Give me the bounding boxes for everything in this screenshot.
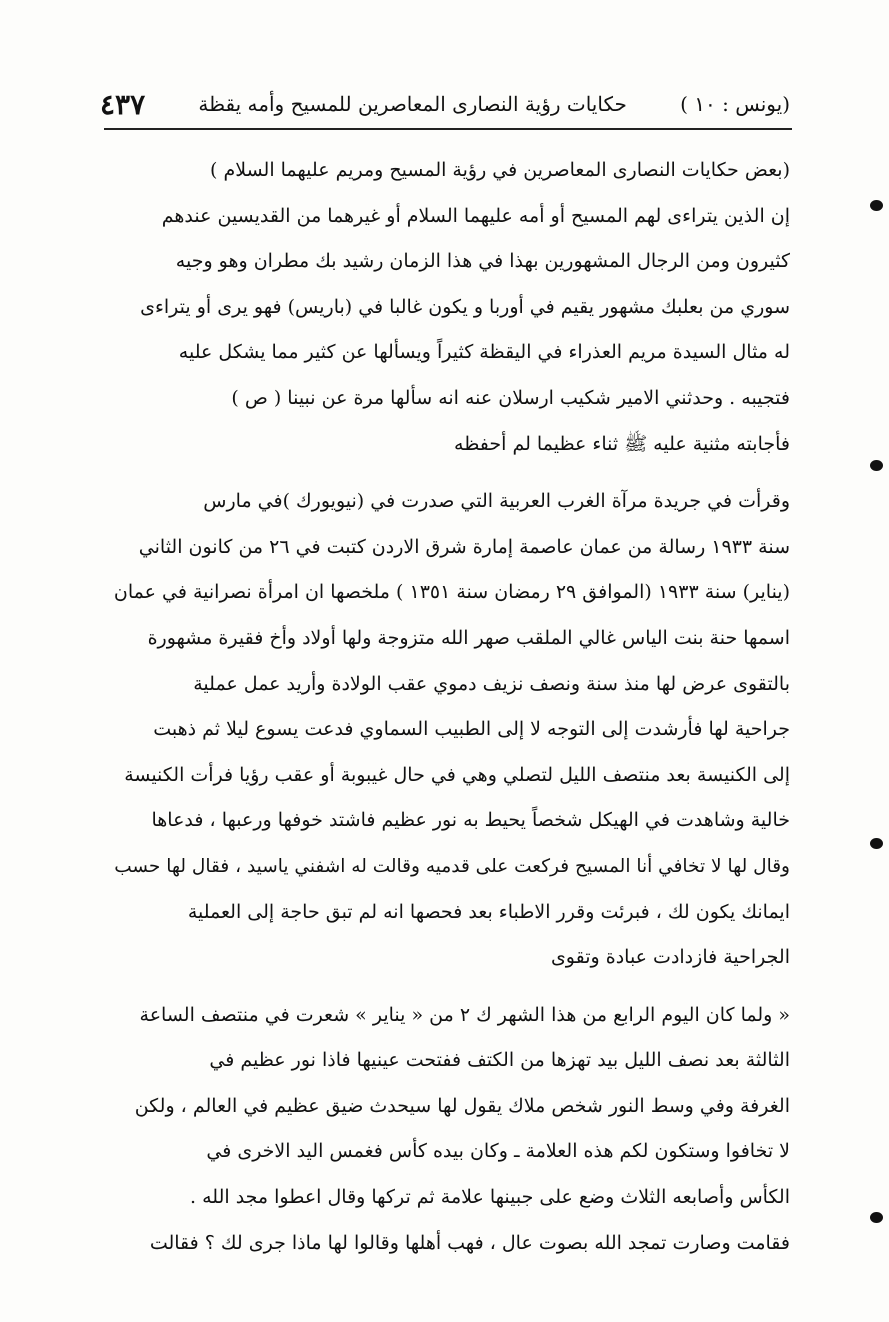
binding-hole-mark [870,460,883,471]
text-line: كثيرون ومن الرجال المشهورين بهذا في هذا الزمان رشيد بك مطران وهو وجيه [175,250,790,273]
text-line: ايمانك يكون لك ، فبرئت وقرر الاطباء بعد فحصها انه لم تبق حاجة إلى العملية [187,900,790,923]
text-line: خالية وشاهدت في الهيكل شخصاً يحيط به نور عظيم فاشتد خوفها ورعبها ، فدعاها [151,809,790,832]
body-text [112,148,790,1266]
page-header [100,84,790,124]
text-line: جراحية لها فأرشدت إلى التوجه لا إلى الطبيب السماوي فدعت يسوع ليلا ثم ذهبت [153,718,790,741]
paragraph-3 [112,993,790,1267]
text-line: اسمها حنة بنت الياس غالي الملقب صهر الله متزوجة ولها أولاد وأخ فقيرة مشهورة [147,626,790,649]
text-line: وقرأت في جريدة مرآة الغرب العربية التي صدرت في (نيويورك )في مارس [203,490,790,513]
text-line: لا تخافوا وستكون لكم هذه العلامة ـ وكان بيده كأس فغمس اليد الاخرى في [206,1140,790,1163]
text-line: فتجيبه . وحدثني الامير شكيب ارسلان عنه انه سألها مرة عن نبينا ( ص ) [231,386,790,409]
text-line: « ولما كان اليوم الرابع من هذا الشهر ك ٢ من « يناير » شعرت في منتصف الساعة [139,1003,790,1026]
text-line: (يناير) سنة ١٩٣٣ (الموافق ٢٩ رمضان سنة ١٣٥١ ) ملخصها ان امرأة نصرانية في عمان [113,581,790,604]
binding-hole-mark [870,200,883,211]
text-line: الكأس وأصابعه الثلاث وضع على جبينها علامة ثم تركها وقال اعطوا مجد الله . [190,1186,790,1209]
text-line: فقامت وصارت تمجد الله بصوت عال ، فهب أهلها وقالوا لها ماذا جرى لك ؟ فقالت [149,1231,790,1254]
text-line: إن الذين يتراءى لهم المسيح أو أمه عليهما السلام أو غيرهما من القديسين عندهم [161,204,790,227]
section-title: (بعض حكايات النصارى المعاصرين في رؤية المسيح ومريم عليهما السلام ) [210,159,790,181]
binding-hole-mark [870,838,883,849]
verse-reference: (يونس : ١٠ ) [680,92,790,116]
text-line: سنة ١٩٣٣ رسالة من عمان عاصمة إمارة شرق الاردن كتبت في ٢٦ من كانون الثاني [138,535,790,558]
paragraph-1 [112,194,790,468]
binding-hole-mark [870,1212,883,1223]
text-line: وقال لها لا تخافي أنا المسيح فركعت على قدميه وقالت له اشفني ياسيد ، فقال لها حسب [114,855,790,877]
text-line: بالتقوى عرض لها منذ سنة ونصف نزيف دموي عقب الولادة وأريد عمل عملية [193,672,790,695]
paragraph-gap [112,467,790,479]
text-line: الغرفة وفي وسط النور شخص ملاك يقول لها سيحدث ضيق عظيم في العالم ، ولكن [134,1094,790,1117]
text-line: إلى الكنيسة بعد منتصف الليل لتصلي وهي في حال غيبوبة أو عقب رؤيا فرأت الكنيسة [124,763,790,786]
running-title: حكايات رؤية النصارى المعاصرين للمسيح وأمه يقظة [198,92,627,116]
paragraph-2 [112,479,790,981]
text-line: سوري من بعلبك مشهور يقيم في أوربا و يكون غالبا في (باريس) فهو يرى أو يتراءى [140,295,790,318]
paragraph-gap [112,981,790,993]
page-number: ٤٣٧ [100,87,146,121]
text-line: الجراحية فازدادت عبادة وتقوى [550,946,790,969]
text-line: له مثال السيدة مريم العذراء في اليقظة كثيراً ويسألها عن كثير مما يشكل عليه [178,341,790,364]
text-line: فأجابته مثنية عليه ﷺ ثناء عظيما لم أحفظه [454,432,790,455]
header-rule [104,128,792,130]
text-line: الثالثة بعد نصف الليل بيد تهزها من الكتف ففتحت عينيها فاذا نور عظيم في [209,1049,790,1072]
